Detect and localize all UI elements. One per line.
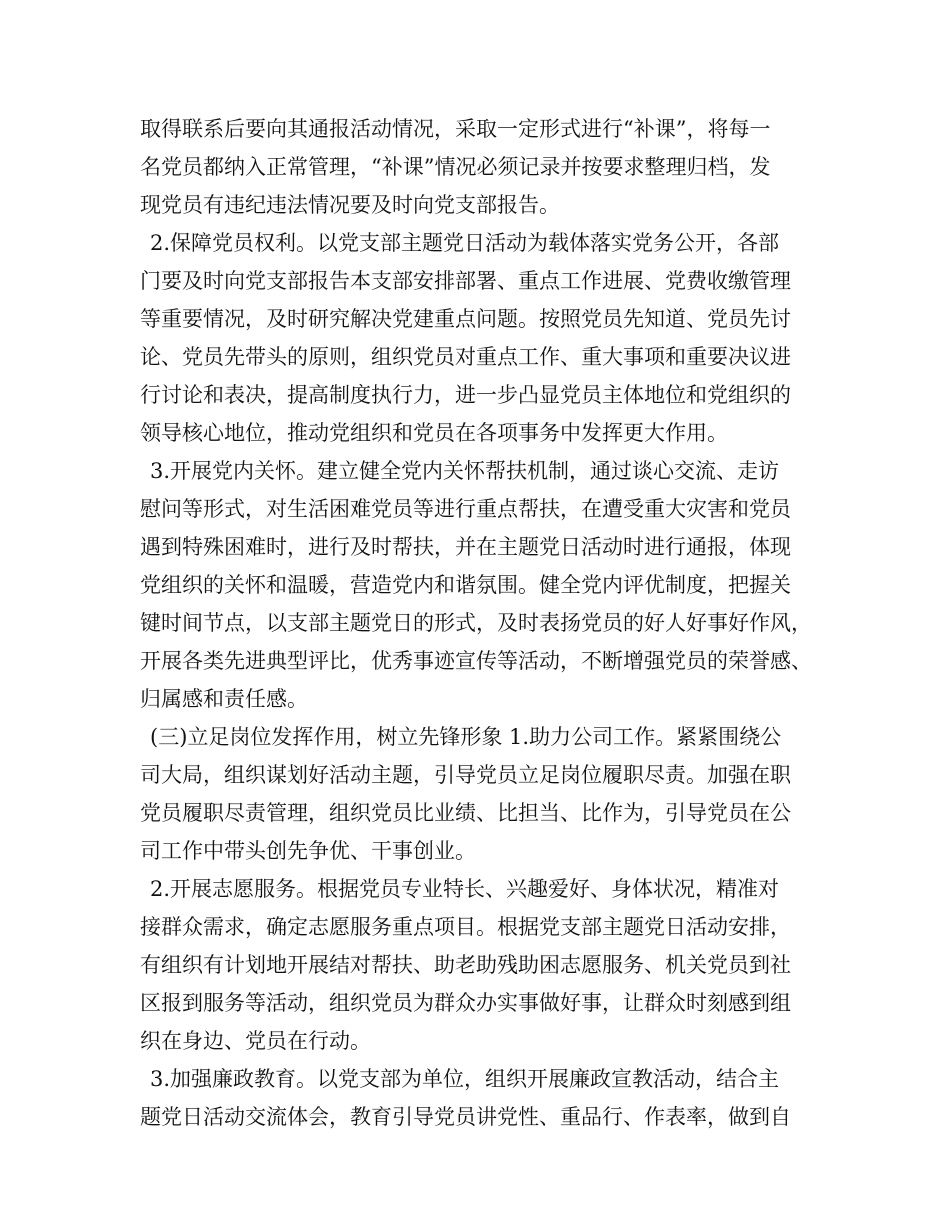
- text-line: 行讨论和表决，提高制度执行力，进一步凸显党员主体地位和党组织的: [140, 383, 791, 407]
- text-line: 开展各类先进典型评比，优秀事迹宣传等活动，不断增强党员的荣誉感、: [140, 649, 812, 673]
- text-line: 名党员都纳入正常管理，“补课”情况必须记录并按要求整理归档，发: [140, 155, 771, 179]
- text-line: 取得联系后要向其通报活动情况，采取一定形式进行“补课”，将每一: [140, 117, 771, 141]
- text-line: 慰问等形式，对生活困难党员等进行重点帮扶，在遭受重大灾害和党员: [140, 497, 791, 521]
- paragraph-start-line: 2.开展志愿服务。根据党员专业特长、兴趣爱好、身体状况，精准对: [150, 877, 780, 901]
- text-line: 论、党员先带头的原则，组织党员对重点工作、重大事项和重要决议进: [140, 345, 791, 369]
- text-line: 遇到特殊困难时，进行及时帮扶，并在主题党日活动时进行通报，体现: [140, 535, 791, 559]
- text-line: 接群众需求，确定志愿服务重点项目。根据党支部主题党日活动安排，: [140, 915, 791, 939]
- text-line: 织在身边、党员在行动。: [140, 1029, 371, 1053]
- text-line: 题党日活动交流体会，教育引导党员讲党性、重品行、作表率，做到自: [140, 1105, 791, 1129]
- section-heading-line: (三)立足岗位发挥作用，树立先锋形象 1.助力公司工作。紧紧围绕公: [150, 725, 782, 749]
- text-line: 党员履职尽责管理，组织党员比业绩、比担当、比作为，引导党员在公: [140, 801, 791, 825]
- text-line: 等重要情况，及时研究解决党建重点问题。按照党员先知道、党员先讨: [140, 307, 791, 331]
- text-line: 司大局，组织谋划好活动主题，引导党员立足岗位履职尽责。加强在职: [140, 763, 791, 787]
- text-line: 现党员有违纪违法情况要及时向党支部报告。: [140, 193, 560, 217]
- text-line: 党组织的关怀和温暖，营造党内和谐氛围。健全党内评优制度，把握关: [140, 573, 791, 597]
- text-line: 门要及时向党支部报告本支部安排部署、重点工作进展、党费收缴管理: [140, 269, 791, 293]
- text-line: 司工作中带头创先争优、干事创业。: [140, 839, 476, 863]
- paragraph-start-line: 2.保障党员权利。以党支部主题党日活动为载体落实党务公开，各部: [150, 231, 780, 255]
- paragraph-start-line: 3.加强廉政教育。以党支部为单位，组织开展廉政宣教活动，结合主: [150, 1067, 780, 1091]
- text-line: 键时间节点，以支部主题党日的形式，及时表扬党员的好人好事好作风，: [140, 611, 812, 635]
- text-line: 归属感和责任感。: [140, 687, 308, 711]
- text-line: 区报到服务等活动，组织党员为群众办实事做好事，让群众时刻感到组: [140, 991, 791, 1015]
- text-line: 领导核心地位，推动党组织和党员在各项事务中发挥更大作用。: [140, 421, 728, 445]
- text-line: 有组织有计划地开展结对帮扶、助老助残助困志愿服务、机关党员到社: [140, 953, 791, 977]
- document-body: [140, 110, 840, 1136]
- paragraph-start-line: 3.开展党内关怀。建立健全党内关怀帮扶机制，通过谈心交流、走访: [150, 459, 780, 483]
